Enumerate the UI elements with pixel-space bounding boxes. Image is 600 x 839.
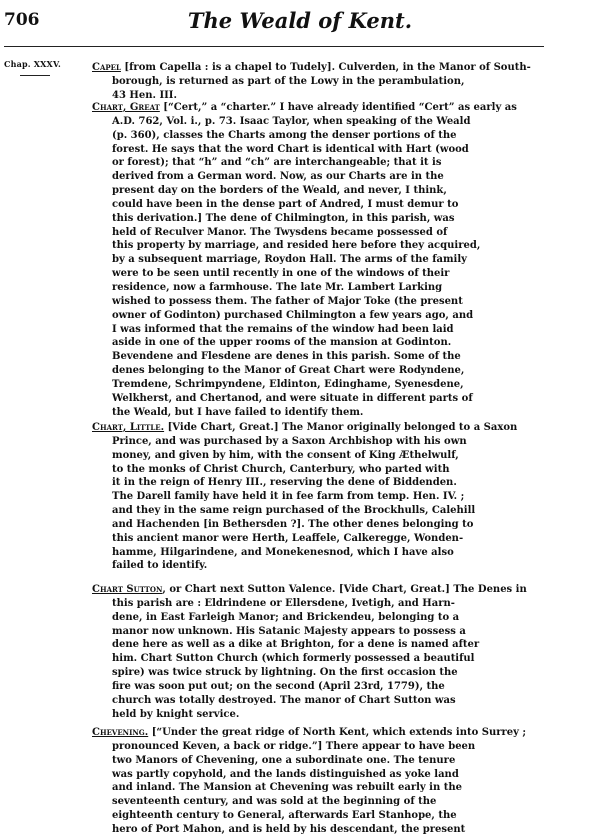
- entry-line: failed to identify.: [112, 560, 208, 572]
- entry-line: eighteenth century to General, afterwards Earl Stanhope, the: [112, 810, 457, 822]
- entry-line: hero of Port Mahon, and is held by his descendant, the present: [112, 823, 466, 835]
- entry-heading: Chart, Great: [92, 102, 160, 113]
- entry-chart-great: [92, 101, 517, 419]
- entry-line: spire) was twice struck by lightning. On the first occasion the: [112, 667, 458, 679]
- entry-line: dene, in East Farleigh Manor; and Brickendeu, belonging to a: [112, 611, 460, 623]
- entry-line: and inland. The Mansion at Chevening was rebuilt early in the: [112, 782, 462, 794]
- entry-line: residence, now a farmhouse. The late Mr. Lambert Larking: [112, 281, 443, 293]
- entry-line: forest. He says that the word Chart is identical with Hart (wood: [112, 143, 469, 155]
- entry-line: by a subsequent marriage, Roydon Hall. The arms of the family: [112, 254, 467, 266]
- entry-line: Chart, Great [“Cert,” a “charter.” I have already identified “Cert” as early as: [92, 102, 517, 113]
- entry-line: Capel [from Capella : is a chapel to Tudely]. Culverden, in the Manor of South-: [92, 62, 531, 73]
- entry-line: pronounced Keven, a back or ridge.”] There appear to have been: [112, 740, 476, 752]
- entry-line: could have been in the dense part of Andred, I must demur to: [112, 198, 459, 210]
- entry-line: A.D. 762, Vol. i., p. 73. Isaac Taylor, when speaking of the Weald: [112, 115, 471, 127]
- entry-line: this derivation.] The dene of Chilmington, in this parish, was: [112, 212, 455, 224]
- entry-line: or forest); that “h” and “ch” are interchangeable; that it is: [112, 157, 442, 169]
- entry-heading: Capel: [92, 62, 121, 73]
- entry-line: The Darell family have held it in fee farm from temp. Hen. IV. ;: [112, 491, 465, 503]
- entry-line: present day on the borders of the Weald, and never, I think,: [112, 185, 447, 197]
- entry-line: it in the reign of Henry III., reserving the dene of Biddenden.: [112, 477, 457, 489]
- entry-line: Welkherst, and Chertanod, and were situate in different parts of: [112, 392, 473, 404]
- entry-line: were to be seen until recently in one of the windows of their: [112, 268, 450, 280]
- page-header: [0, 8, 600, 36]
- entry-line: owner of Godinton) purchased Chilmington a few years ago, and: [112, 309, 474, 321]
- entry-line: two Manors of Chevening, one a subordinate one. The tenure: [112, 754, 456, 766]
- entry-line: this property by marriage, and resided here before they acquired,: [112, 240, 481, 252]
- entry-line: I was informed that the remains of the window had been laid: [112, 323, 454, 335]
- entry-line: Chart, Little. [Vide Chart, Great.] The Manor originally belonged to a Saxon: [92, 422, 518, 433]
- entry-line: fire was soon put out; on the second (April 23rd, 1779), the: [112, 680, 445, 692]
- entry-chevening: [92, 726, 527, 837]
- entry-line: held by knight service.: [112, 708, 240, 720]
- entry-line: to the monks of Christ Church, Canterbury, who parted with: [112, 463, 450, 475]
- entry-line: borough, is returned as part of the Lowy in the perambulation,: [112, 75, 465, 87]
- entry-line: (p. 360), classes the Charts among the denser portions of the: [112, 129, 457, 141]
- entry-line: money, and given by him, with the consent of King Æthelwulf,: [112, 449, 459, 461]
- entry-line: manor now unknown. His Satanic Majesty appears to possess a: [112, 625, 466, 637]
- entry-line: held of Reculver Manor. The Twysdens became possessed of: [112, 226, 448, 238]
- header-rule: [4, 46, 544, 47]
- entry-line: seventeenth century, and was sold at the beginning of the: [112, 796, 437, 808]
- entry-line: and they in the same reign purchased of the Brockhulls, Calehill: [112, 505, 476, 517]
- entry-chart-little: [92, 421, 518, 573]
- entry-line: wished to possess them. The father of Major Toke (the present: [112, 295, 463, 307]
- entry-line: this parish are : Eldrindene or Ellersdene, Ivetigh, and Harn-: [112, 597, 455, 609]
- entry-line: aside in one of the upper rooms of the mansion at Godinton.: [112, 337, 452, 349]
- entry-line: him. Chart Sutton Church (which formerly possessed a beautiful: [112, 653, 475, 665]
- entry-line: derived from a German word. Now, as our Charts are in the: [112, 171, 444, 183]
- entry-chart-sutton: [92, 583, 527, 721]
- entry-line: Chevening. [“Under the great ridge of North Kent, which extends into Surrey ;: [92, 727, 527, 738]
- page-number: 706: [4, 10, 40, 30]
- chapter-label: Chap. XXXV.: [4, 59, 61, 69]
- entry-line: was partly copyhold, and the lands distinguished as yoke land: [112, 768, 459, 780]
- entry-line: Chart Sutton, or Chart next Sutton Valence. [Vide Chart, Great.] The Denes in: [92, 584, 527, 595]
- chapter-rule: [20, 75, 50, 76]
- entry-line: Tremdene, Schrimpyndene, Eldinton, Edinghame, Syenesdene,: [112, 378, 464, 390]
- entry-line: the Weald, but I have failed to identify them.: [112, 406, 364, 418]
- entry-line: and Hachenden [in Bethersden ?]. The other denes belonging to: [112, 518, 474, 530]
- entry-capel: [92, 61, 531, 103]
- entry-line: hamme, Hilgarindene, and Monekenesnod, which I have also: [112, 546, 454, 558]
- entry-line: 43 Hen. III.: [112, 89, 177, 101]
- entry-heading: Chart Sutton: [92, 584, 163, 595]
- entry-heading: Chevening.: [92, 727, 149, 738]
- entry-line: church was totally destroyed. The manor of Chart Sutton was: [112, 694, 456, 706]
- entry-line: Prince, and was purchased by a Saxon Archbishop with his own: [112, 435, 467, 447]
- entry-line: this ancient manor were Herth, Leaffele, Calkeregge, Wonden-: [112, 532, 464, 544]
- entry-line: denes belonging to the Manor of Great Chart were Rodyndene,: [112, 365, 465, 377]
- running-title: The Weald of Kent.: [187, 8, 413, 33]
- entry-line: Bevendene and Flesdene are denes in this parish. Some of the: [112, 351, 461, 363]
- entry-heading: Chart, Little.: [92, 422, 165, 433]
- entry-line: dene here as well as a dike at Brighton, for a dene is named after: [112, 639, 480, 651]
